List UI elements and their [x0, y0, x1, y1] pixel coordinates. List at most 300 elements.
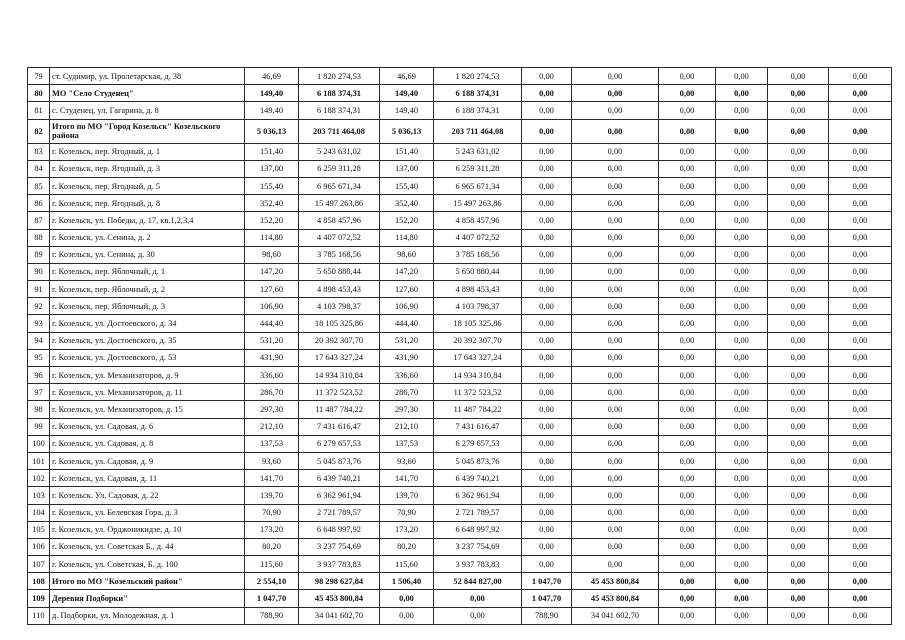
value-cell: 0,00	[572, 504, 659, 521]
value-cell: 0,00	[522, 177, 572, 194]
value-cell: 5 650 880,44	[299, 263, 380, 280]
value-cell: 5 650 880,44	[434, 263, 522, 280]
value-cell: 0,00	[768, 143, 829, 160]
table-row	[28, 538, 892, 555]
value-cell: 0,00	[659, 229, 716, 246]
value-cell: 0,00	[572, 538, 659, 555]
value-cell: 0,00	[522, 195, 572, 212]
value-cell: 6 965 671,34	[434, 177, 522, 194]
address-cell: г. Козельск, пер. Ягодный, д. 8	[50, 195, 245, 212]
table-row	[28, 401, 892, 418]
value-cell: 0,00	[716, 470, 768, 487]
value-cell: 0,00	[659, 315, 716, 332]
value-cell: 0,00	[659, 246, 716, 263]
value-cell: 115,60	[245, 556, 299, 573]
value-cell: 70,90	[245, 504, 299, 521]
table-row	[28, 85, 892, 102]
table-row	[28, 263, 892, 280]
value-cell: 0,00	[768, 538, 829, 555]
value-cell: 0,00	[572, 177, 659, 194]
value-cell: 137,53	[245, 435, 299, 452]
row-number-cell: 109	[28, 590, 50, 607]
value-cell: 0,00	[572, 556, 659, 573]
value-cell: 152,20	[380, 212, 434, 229]
table-row	[28, 504, 892, 521]
value-cell: 4 858 457,96	[299, 212, 380, 229]
address-cell: г. Козельск, пер. Ягодный, д. 5	[50, 177, 245, 194]
value-cell: 203 711 464,08	[299, 119, 380, 143]
row-number-cell: 87	[28, 212, 50, 229]
value-cell: 0,00	[829, 349, 892, 366]
value-cell: 431,90	[245, 349, 299, 366]
value-cell: 3 937 783,83	[434, 556, 522, 573]
value-cell: 6 188 374,31	[434, 85, 522, 102]
value-cell: 0,00	[659, 177, 716, 194]
value-cell: 6 188 374,31	[299, 102, 380, 119]
data-table	[27, 67, 892, 625]
value-cell: 5 036,13	[245, 119, 299, 143]
value-cell: 45 453 800,84	[572, 590, 659, 607]
value-cell: 173,20	[380, 521, 434, 538]
value-cell: 531,20	[380, 332, 434, 349]
value-cell: 0,00	[659, 435, 716, 452]
value-cell: 0,00	[522, 418, 572, 435]
address-cell: г. Козельск, ул. Садовая, д. 8	[50, 435, 245, 452]
value-cell: 137,00	[380, 160, 434, 177]
value-cell: 0,00	[829, 367, 892, 384]
value-cell: 0,00	[716, 504, 768, 521]
value-cell: 352,40	[245, 195, 299, 212]
value-cell: 0,00	[829, 68, 892, 85]
address-cell: г. Козельск, ул. Советская Б., д. 44	[50, 538, 245, 555]
value-cell: 20 392 307,70	[434, 332, 522, 349]
value-cell: 98,60	[245, 246, 299, 263]
row-number-cell: 95	[28, 349, 50, 366]
value-cell: 0,00	[659, 349, 716, 366]
value-cell: 0,00	[716, 435, 768, 452]
address-cell: г. Козельск, пер. Яблочный, д. 3	[50, 298, 245, 315]
address-cell: г. Козельск, ул. Сенина, д. 2	[50, 229, 245, 246]
value-cell: 0,00	[522, 452, 572, 469]
table-row	[28, 212, 892, 229]
value-cell: 137,53	[380, 435, 434, 452]
value-cell: 6 648 997,92	[299, 521, 380, 538]
value-cell: 52 844 827,00	[434, 573, 522, 590]
value-cell: 0,00	[659, 212, 716, 229]
value-cell: 127,60	[380, 281, 434, 298]
value-cell: 0,00	[522, 470, 572, 487]
value-cell: 0,00	[768, 590, 829, 607]
value-cell: 444,40	[245, 315, 299, 332]
address-cell: с. Студенец, ул. Гагарина, д. 8	[50, 102, 245, 119]
value-cell: 0,00	[716, 573, 768, 590]
value-cell: 173,20	[245, 521, 299, 538]
value-cell: 0,00	[829, 452, 892, 469]
value-cell: 0,00	[829, 195, 892, 212]
row-number-cell: 93	[28, 315, 50, 332]
value-cell: 0,00	[380, 607, 434, 624]
value-cell: 0,00	[768, 401, 829, 418]
value-cell: 0,00	[768, 195, 829, 212]
value-cell: 6 188 374,31	[299, 85, 380, 102]
value-cell: 11 372 523,52	[299, 384, 380, 401]
value-cell: 0,00	[522, 504, 572, 521]
value-cell: 0,00	[768, 212, 829, 229]
value-cell: 2 554,10	[245, 573, 299, 590]
value-cell: 0,00	[572, 102, 659, 119]
value-cell: 0,00	[829, 332, 892, 349]
value-cell: 106,90	[245, 298, 299, 315]
value-cell: 0,00	[659, 487, 716, 504]
value-cell: 0,00	[572, 195, 659, 212]
row-number-cell: 91	[28, 281, 50, 298]
value-cell: 0,00	[572, 367, 659, 384]
value-cell: 0,00	[716, 349, 768, 366]
value-cell: 80,20	[245, 538, 299, 555]
value-cell: 7 431 616,47	[299, 418, 380, 435]
value-cell: 0,00	[659, 607, 716, 624]
value-cell: 0,00	[768, 177, 829, 194]
value-cell: 151,40	[380, 143, 434, 160]
value-cell: 0,00	[768, 102, 829, 119]
value-cell: 0,00	[768, 487, 829, 504]
value-cell: 0,00	[829, 102, 892, 119]
value-cell: 149,40	[380, 102, 434, 119]
value-cell: 0,00	[522, 384, 572, 401]
value-cell: 0,00	[829, 298, 892, 315]
value-cell: 0,00	[572, 349, 659, 366]
value-cell: 212,10	[245, 418, 299, 435]
value-cell: 0,00	[659, 538, 716, 555]
value-cell: 80,20	[380, 538, 434, 555]
table-row	[28, 487, 892, 504]
value-cell: 431,90	[380, 349, 434, 366]
value-cell: 17 643 327,24	[434, 349, 522, 366]
value-cell: 0,00	[659, 452, 716, 469]
value-cell: 5 045 873,76	[434, 452, 522, 469]
value-cell: 0,00	[829, 212, 892, 229]
value-cell: 0,00	[522, 85, 572, 102]
value-cell: 4 858 457,96	[434, 212, 522, 229]
address-cell: г. Козельск, пер. Яблочный, д. 2	[50, 281, 245, 298]
value-cell: 0,00	[829, 521, 892, 538]
value-cell: 0,00	[522, 521, 572, 538]
value-cell: 0,00	[522, 246, 572, 263]
value-cell: 6 279 657,53	[299, 435, 380, 452]
value-cell: 0,00	[829, 85, 892, 102]
value-cell: 98,60	[380, 246, 434, 263]
value-cell: 0,00	[659, 68, 716, 85]
value-cell: 0,00	[434, 590, 522, 607]
row-number-cell: 99	[28, 418, 50, 435]
value-cell: 531,20	[245, 332, 299, 349]
value-cell: 0,00	[768, 349, 829, 366]
value-cell: 34 041 602,70	[299, 607, 380, 624]
row-number-cell: 110	[28, 607, 50, 624]
value-cell: 0,00	[829, 263, 892, 280]
address-cell: Итого по МО "Козельский район"	[50, 573, 245, 590]
value-cell: 0,00	[716, 119, 768, 143]
value-cell: 6 439 740,21	[299, 470, 380, 487]
value-cell: 0,00	[572, 298, 659, 315]
value-cell: 98 298 627,84	[299, 573, 380, 590]
value-cell: 139,70	[380, 487, 434, 504]
value-cell: 0,00	[522, 435, 572, 452]
value-cell: 0,00	[829, 590, 892, 607]
value-cell: 0,00	[522, 401, 572, 418]
table-row	[28, 384, 892, 401]
value-cell: 11 372 523,52	[434, 384, 522, 401]
row-number-cell: 88	[28, 229, 50, 246]
value-cell: 0,00	[572, 212, 659, 229]
value-cell: 0,00	[572, 384, 659, 401]
value-cell: 0,00	[572, 263, 659, 280]
row-number-cell: 80	[28, 85, 50, 102]
address-cell: г. Козельск, ул. Сенина, д. 30	[50, 246, 245, 263]
value-cell: 0,00	[716, 195, 768, 212]
table-row	[28, 102, 892, 119]
value-cell: 0,00	[659, 102, 716, 119]
value-cell: 0,00	[829, 418, 892, 435]
value-cell: 0,00	[829, 160, 892, 177]
value-cell: 0,00	[522, 143, 572, 160]
value-cell: 18 105 325,86	[299, 315, 380, 332]
value-cell: 0,00	[716, 315, 768, 332]
table-row	[28, 315, 892, 332]
value-cell: 18 105 325,86	[434, 315, 522, 332]
value-cell: 0,00	[572, 435, 659, 452]
row-number-cell: 81	[28, 102, 50, 119]
value-cell: 0,00	[522, 68, 572, 85]
value-cell: 788,90	[522, 607, 572, 624]
value-cell: 0,00	[522, 332, 572, 349]
address-cell: г. Козельск, ул. Механизаторов, д. 11	[50, 384, 245, 401]
value-cell: 6 439 740,21	[434, 470, 522, 487]
value-cell: 3 785 168,56	[299, 246, 380, 263]
value-cell: 152,20	[245, 212, 299, 229]
value-cell: 0,00	[659, 281, 716, 298]
table-row	[28, 435, 892, 452]
value-cell: 297,30	[245, 401, 299, 418]
address-cell: г. Козельск, пер. Ягодный, д. 1	[50, 143, 245, 160]
value-cell: 336,60	[380, 367, 434, 384]
value-cell: 0,00	[829, 281, 892, 298]
value-cell: 0,00	[716, 102, 768, 119]
value-cell: 0,00	[768, 504, 829, 521]
table-row	[28, 470, 892, 487]
value-cell: 0,00	[768, 384, 829, 401]
table-row	[28, 521, 892, 538]
value-cell: 0,00	[716, 487, 768, 504]
value-cell: 15 497 263,86	[434, 195, 522, 212]
value-cell: 0,00	[716, 401, 768, 418]
value-cell: 0,00	[572, 281, 659, 298]
row-number-cell: 97	[28, 384, 50, 401]
value-cell: 0,00	[829, 315, 892, 332]
value-cell: 147,20	[380, 263, 434, 280]
row-number-cell: 100	[28, 435, 50, 452]
row-number-cell: 96	[28, 367, 50, 384]
value-cell: 0,00	[659, 470, 716, 487]
value-cell: 151,40	[245, 143, 299, 160]
address-cell: г. Козельск, ул. Победы, д. 17, кв.1,2,3,4	[50, 212, 245, 229]
value-cell: 0,00	[522, 263, 572, 280]
value-cell: 0,00	[572, 229, 659, 246]
value-cell: 0,00	[572, 487, 659, 504]
value-cell: 1 047,70	[522, 590, 572, 607]
value-cell: 46,69	[380, 68, 434, 85]
table-row	[28, 452, 892, 469]
value-cell: 0,00	[716, 298, 768, 315]
value-cell: 141,70	[245, 470, 299, 487]
value-cell: 0,00	[659, 384, 716, 401]
value-cell: 6 259 311,28	[299, 160, 380, 177]
value-cell: 14 934 310,84	[299, 367, 380, 384]
value-cell: 6 362 961,94	[299, 487, 380, 504]
value-cell: 15 497 263,86	[299, 195, 380, 212]
value-cell: 0,00	[716, 590, 768, 607]
value-cell: 4 898 453,43	[299, 281, 380, 298]
value-cell: 0,00	[716, 521, 768, 538]
row-number-cell: 105	[28, 521, 50, 538]
value-cell: 0,00	[572, 246, 659, 263]
row-number-cell: 107	[28, 556, 50, 573]
value-cell: 0,00	[572, 315, 659, 332]
value-cell: 3 937 783,83	[299, 556, 380, 573]
table-row	[28, 349, 892, 366]
value-cell: 0,00	[716, 538, 768, 555]
value-cell: 6 362 961,94	[434, 487, 522, 504]
table-row	[28, 281, 892, 298]
value-cell: 0,00	[768, 607, 829, 624]
value-cell: 0,00	[716, 229, 768, 246]
value-cell: 0,00	[829, 384, 892, 401]
value-cell: 0,00	[768, 119, 829, 143]
row-number-cell: 82	[28, 119, 50, 143]
address-cell: г. Козельск, пер. Яблочный, д. 1	[50, 263, 245, 280]
value-cell: 0,00	[829, 246, 892, 263]
value-cell: 149,40	[380, 85, 434, 102]
value-cell: 127,60	[245, 281, 299, 298]
value-cell: 0,00	[659, 418, 716, 435]
value-cell: 0,00	[716, 68, 768, 85]
value-cell: 1 506,40	[380, 573, 434, 590]
value-cell: 0,00	[768, 521, 829, 538]
value-cell: 0,00	[522, 102, 572, 119]
value-cell: 0,00	[829, 538, 892, 555]
value-cell: 5 243 631,02	[299, 143, 380, 160]
value-cell: 0,00	[716, 160, 768, 177]
value-cell: 0,00	[659, 160, 716, 177]
table-row	[28, 119, 892, 143]
value-cell: 155,40	[245, 177, 299, 194]
value-cell: 0,00	[716, 263, 768, 280]
value-cell: 11 487 784,22	[434, 401, 522, 418]
value-cell: 70,90	[380, 504, 434, 521]
value-cell: 0,00	[829, 504, 892, 521]
value-cell: 93,60	[245, 452, 299, 469]
value-cell: 0,00	[716, 281, 768, 298]
row-number-cell: 98	[28, 401, 50, 418]
value-cell: 0,00	[829, 470, 892, 487]
value-cell: 788,90	[245, 607, 299, 624]
value-cell: 0,00	[522, 281, 572, 298]
table-row	[28, 332, 892, 349]
value-cell: 4 407 072,52	[434, 229, 522, 246]
value-cell: 0,00	[659, 119, 716, 143]
value-cell: 0,00	[716, 177, 768, 194]
value-cell: 0,00	[522, 367, 572, 384]
value-cell: 0,00	[572, 418, 659, 435]
value-cell: 336,60	[245, 367, 299, 384]
table-row	[28, 177, 892, 194]
address-cell: г. Козельск, ул. Белевская Гора, д. 3	[50, 504, 245, 521]
row-number-cell: 108	[28, 573, 50, 590]
value-cell: 0,00	[716, 556, 768, 573]
value-cell: 0,00	[768, 452, 829, 469]
value-cell: 0,00	[716, 143, 768, 160]
row-number-cell: 83	[28, 143, 50, 160]
value-cell: 34 041 602,70	[572, 607, 659, 624]
value-cell: 0,00	[829, 143, 892, 160]
value-cell: 0,00	[768, 160, 829, 177]
value-cell: 0,00	[522, 349, 572, 366]
value-cell: 2 721 789,57	[434, 504, 522, 521]
value-cell: 4 103 798,37	[299, 298, 380, 315]
value-cell: 1 047,70	[245, 590, 299, 607]
value-cell: 0,00	[716, 418, 768, 435]
value-cell: 147,20	[245, 263, 299, 280]
value-cell: 0,00	[829, 177, 892, 194]
table-row	[28, 246, 892, 263]
value-cell: 6 259 311,28	[434, 160, 522, 177]
value-cell: 45 453 800,84	[299, 590, 380, 607]
address-cell: Итого по МО "Город Козельск" Козельского района	[50, 119, 245, 143]
value-cell: 1 047,70	[522, 573, 572, 590]
value-cell: 17 643 327,24	[299, 349, 380, 366]
value-cell: 0,00	[572, 401, 659, 418]
value-cell: 0,00	[659, 401, 716, 418]
value-cell: 0,00	[522, 556, 572, 573]
address-cell: г. Козельск. Ул. Садовая, д. 22	[50, 487, 245, 504]
value-cell: 0,00	[829, 556, 892, 573]
value-cell: 141,70	[380, 470, 434, 487]
table-row	[28, 556, 892, 573]
address-cell: г. Козельск, ул. Садовая, д. 11	[50, 470, 245, 487]
value-cell: 0,00	[768, 556, 829, 573]
row-number-cell: 94	[28, 332, 50, 349]
value-cell: 0,00	[768, 68, 829, 85]
value-cell: 114,80	[245, 229, 299, 246]
value-cell: 6 648 997,92	[434, 521, 522, 538]
value-cell: 0,00	[768, 315, 829, 332]
value-cell: 0,00	[572, 68, 659, 85]
value-cell: 0,00	[716, 85, 768, 102]
value-cell: 444,40	[380, 315, 434, 332]
row-number-cell: 90	[28, 263, 50, 280]
value-cell: 0,00	[829, 119, 892, 143]
value-cell: 212,10	[380, 418, 434, 435]
value-cell: 3 237 754,69	[434, 538, 522, 555]
table-row	[28, 160, 892, 177]
value-cell: 0,00	[768, 418, 829, 435]
value-cell: 4 407 072,52	[299, 229, 380, 246]
value-cell: 0,00	[768, 367, 829, 384]
value-cell: 297,30	[380, 401, 434, 418]
value-cell: 0,00	[768, 229, 829, 246]
value-cell: 2 721 789,57	[299, 504, 380, 521]
value-cell: 0,00	[522, 538, 572, 555]
